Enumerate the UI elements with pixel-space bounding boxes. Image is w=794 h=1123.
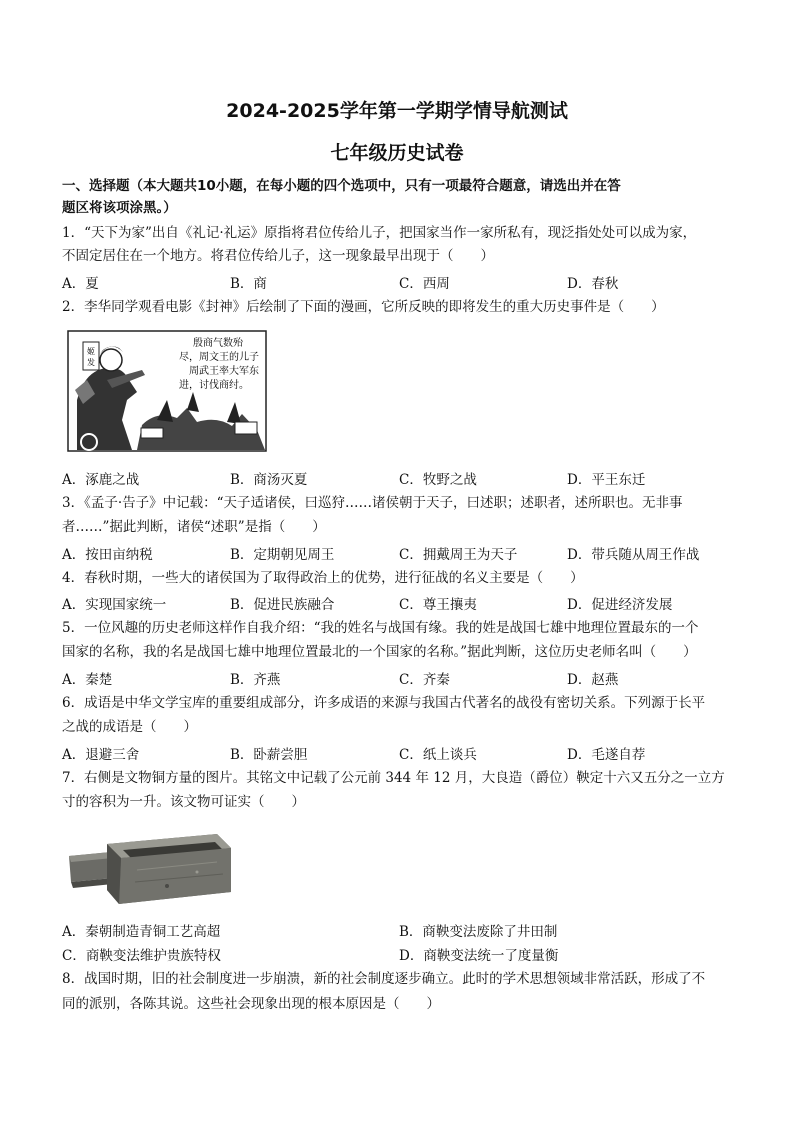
option-a[interactable]: A．秦楚 (62, 672, 113, 688)
question-4-stem: 4．春秋时期，一些大的诸侯国为了取得政治上的优势，进行征战的名义主要是（ ） (62, 570, 584, 586)
option-c[interactable]: C．尊王攘夷 (399, 597, 477, 613)
option-b[interactable]: B．商汤灭夏 (230, 472, 308, 488)
question-6-stem-cont: 之战的成语是（ ） (62, 719, 197, 735)
name-tag-char-2: 发 (87, 358, 95, 367)
option-b[interactable]: B．卧薪尝胆 (230, 747, 308, 763)
option-a[interactable]: A．夏 (62, 276, 99, 292)
option-d[interactable]: D．平王东迁 (567, 472, 646, 488)
option-d[interactable]: D．促进经济发展 (567, 597, 673, 613)
option-a[interactable]: A．退避三舍 (62, 747, 140, 763)
question-3-stem-cont: 者……”据此判断，诸侯“述职”是指（ ） (62, 519, 326, 535)
option-c[interactable]: C．商鞅变法维护贵族特权 (62, 948, 221, 964)
question-4-options (62, 593, 740, 613)
option-b[interactable]: B．商鞅变法废除了井田制 (399, 924, 558, 940)
comic-illustration (67, 330, 267, 456)
question-6-stem: 6．成语是中华文学宝库的重要组成部分，许多成语的来源与我国古代著名的战役有密切关系。下列源于长平 (62, 695, 706, 711)
question-1-stem: 1．“天下为家”出自《礼记·礼运》原指将君位传给儿子，把国家当作一家所私有，现泛指处处可以成为家， (62, 225, 697, 241)
option-a[interactable]: A．实现国家统一 (62, 597, 167, 613)
option-b[interactable]: B．定期朝见周王 (230, 547, 335, 563)
question-1-stem-cont: 不固定居住在一个地方。将君位传给儿子，这一现象最早出现于（ ） (62, 248, 494, 264)
comic-caption-line1: 殷商气数殆 (193, 338, 243, 349)
question-6-options (62, 743, 740, 763)
comic-caption-line3: 周武王率大军东 (189, 366, 259, 377)
option-d[interactable]: D．春秋 (567, 276, 619, 292)
option-c[interactable]: C．拥戴周王为天子 (399, 547, 518, 563)
comic-caption-line2: 尽，周文王的儿子 (179, 352, 259, 363)
question-3-options (62, 543, 740, 563)
section-heading-cont: 题区将该项涂黑。） (62, 200, 177, 216)
question-7-stem: 7．右侧是文物铜方量的图片。其铭文中记载了公元前 344 年 12 月，大良造（爵位）鞅定十六又五分之一立方 (62, 770, 725, 786)
name-tag-char-1: 姬 (87, 347, 95, 356)
option-c[interactable]: C．西周 (399, 276, 450, 292)
question-8-stem: 8．战国时期，旧的社会制度进一步崩溃，新的社会制度逐步确立。此时的学术思想领域非常活跃，形成了不 (62, 971, 706, 987)
bronze-measure-photo (67, 826, 233, 912)
option-b[interactable]: B．商 (230, 276, 267, 292)
option-b[interactable]: B．促进民族融合 (230, 597, 335, 613)
option-b[interactable]: B．齐燕 (230, 672, 281, 688)
question-7-options-row2 (62, 944, 740, 964)
option-a[interactable]: A．按田亩纳税 (62, 547, 153, 563)
question-5-stem-cont: 国家的名称，我的名是战国七雄中地理位置最北的一个国家的名称。”据此判断，这位历史老师名叫（ ） (62, 644, 697, 660)
question-2-options (62, 468, 740, 488)
question-5-stem: 5．一位风趣的历史老师这样作自我介绍：“我的姓名与战国有缘。我的姓是战国七雄中地理位置最东的一个 (62, 620, 699, 636)
option-c[interactable]: C．牧野之战 (399, 472, 477, 488)
comic-caption-line4: 进，讨伐商纣。 (179, 380, 249, 391)
section-heading: 一、选择题（本大题共10小题，在每小题的四个选项中，只有一项最符合题意，请选出并在答 (62, 178, 621, 194)
question-7-options-row1 (62, 920, 740, 940)
question-5-options (62, 668, 740, 688)
question-2-stem: 2．李华同学观看电影《封神》后绘制了下面的漫画，它所反映的即将发生的重大历史事件是（ ） (62, 299, 665, 315)
option-d[interactable]: D．毛遂自荐 (567, 747, 646, 763)
option-d[interactable]: D．商鞅变法统一了度量衡 (399, 948, 559, 964)
option-a[interactable]: A．秦朝制造青铜工艺高超 (62, 924, 221, 940)
option-c[interactable]: C．齐秦 (399, 672, 450, 688)
option-a[interactable]: A．涿鹿之战 (62, 472, 140, 488)
exam-subtitle: 七年级历史试卷 (330, 142, 464, 164)
question-8-stem-cont: 同的派别，各陈其说。这些社会现象出现的根本原因是（ ） (62, 996, 440, 1012)
option-d[interactable]: D．带兵随从周王作战 (567, 547, 700, 563)
exam-title: 2024-2025学年第一学期学情导航测试 (226, 100, 568, 122)
question-7-stem-cont: 寸的容积为一升。该文物可证实（ ） (62, 794, 305, 810)
option-c[interactable]: C．纸上谈兵 (399, 747, 477, 763)
question-1-options (62, 272, 740, 292)
question-3-stem: 3．《孟子·告子》中记载：“天子适诸侯，曰巡狩……诸侯朝于天子，曰述职；述职者，述所职也。无非事 (62, 495, 683, 511)
option-d[interactable]: D．赵燕 (567, 672, 619, 688)
